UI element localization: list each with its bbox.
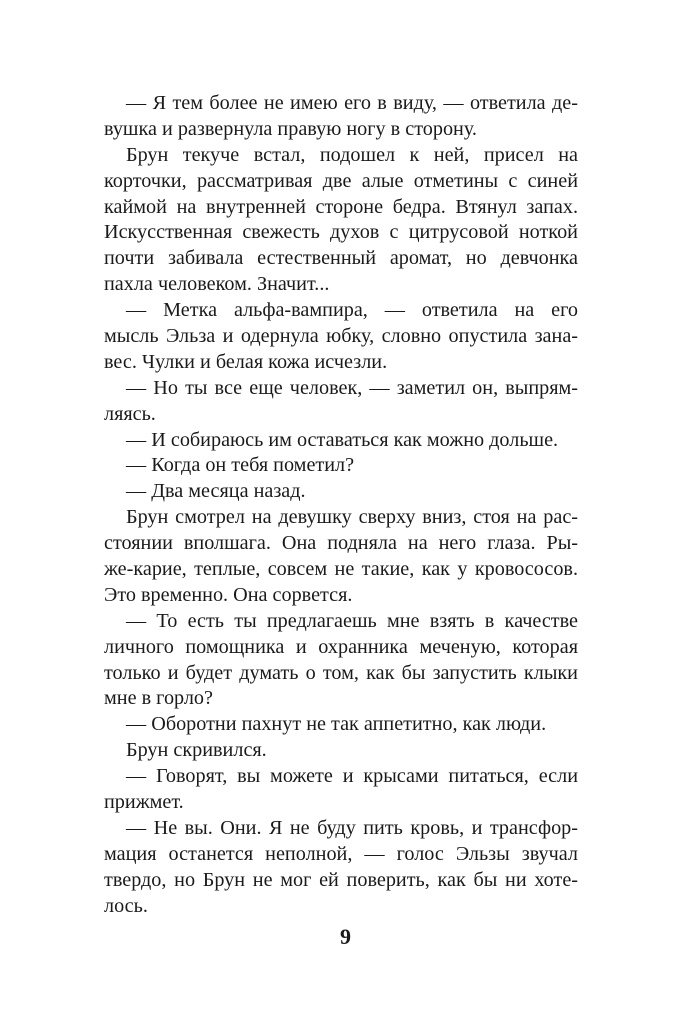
text-line: Искусственная свежесть духов с цитрусовой ноткой [104, 221, 578, 244]
text-line: вушка и развернула правую ногу в сторону. [104, 117, 477, 140]
text-line: — Я тем более не имею его в виду, — ответила де- [126, 92, 578, 114]
page-number: 9 [340, 924, 351, 949]
text-line: лось. [104, 894, 148, 917]
text-line: — Говорят, вы можете и крысами питаться, если [126, 765, 578, 788]
text-line: — Оборотни пахнут не так аппетитно, как люди. [126, 713, 547, 736]
body-text [104, 91, 578, 920]
text-line: — И собираюсь им оставаться как можно дольше. [126, 428, 559, 451]
text-line: — Когда он тебя пометил? [126, 454, 355, 477]
text-line: — Метка альфа-вампира, — ответила на его [126, 299, 578, 322]
text-line: твердо, но Брун не мог ей поверить, как бы ни хоте- [104, 868, 578, 891]
text-line: Брун скривился. [126, 739, 267, 762]
text-line: — Два месяца назад. [126, 480, 306, 503]
text-line: — Не вы. Они. Я не буду пить кровь, и трансфор- [126, 816, 578, 839]
text-line: почти забивала естественный аромат, но девчонка [104, 247, 578, 270]
text-line: — То есть ты предлагаешь мне взять в качестве [126, 609, 578, 632]
text-line: личного помощника и охранника меченую, которая [104, 635, 578, 658]
text-line: только и будет думать о том, как бы запустить клыки [104, 661, 578, 684]
text-line: же-карие, теплые, совсем не такие, как у кровососов. [104, 558, 578, 581]
text-line: каймой на внутренней стороне бедра. Втянул запах. [104, 195, 578, 218]
text-line: корточки, рассматривая две алые отметины с синей [104, 169, 578, 192]
text-line: ляясь. [104, 402, 156, 425]
text-line: вес. Чулки и белая кожа исчезли. [104, 350, 388, 373]
text-line: прижмет. [104, 791, 184, 814]
text-line: Брун смотрел на девушку сверху вниз, стоя на рас- [126, 506, 578, 529]
text-line: — Но ты все еще человек, — заметил он, выпрям- [126, 376, 578, 399]
text-line: Брун текуче встал, подошел к ней, присел на [126, 143, 578, 166]
text-line: мация останется неполной, — голос Эльзы звучал [104, 842, 578, 865]
text-line: мысль Эльза и одернула юбку, словно опустила зана- [104, 325, 578, 348]
text-line: мне в горло? [104, 687, 213, 710]
text-line: стоянии вполшага. Она подняла на него глаза. Ры- [104, 532, 578, 555]
text-line: пахла человеком. Значит... [104, 273, 330, 296]
text-line: Это временно. Она сорвется. [104, 583, 353, 606]
